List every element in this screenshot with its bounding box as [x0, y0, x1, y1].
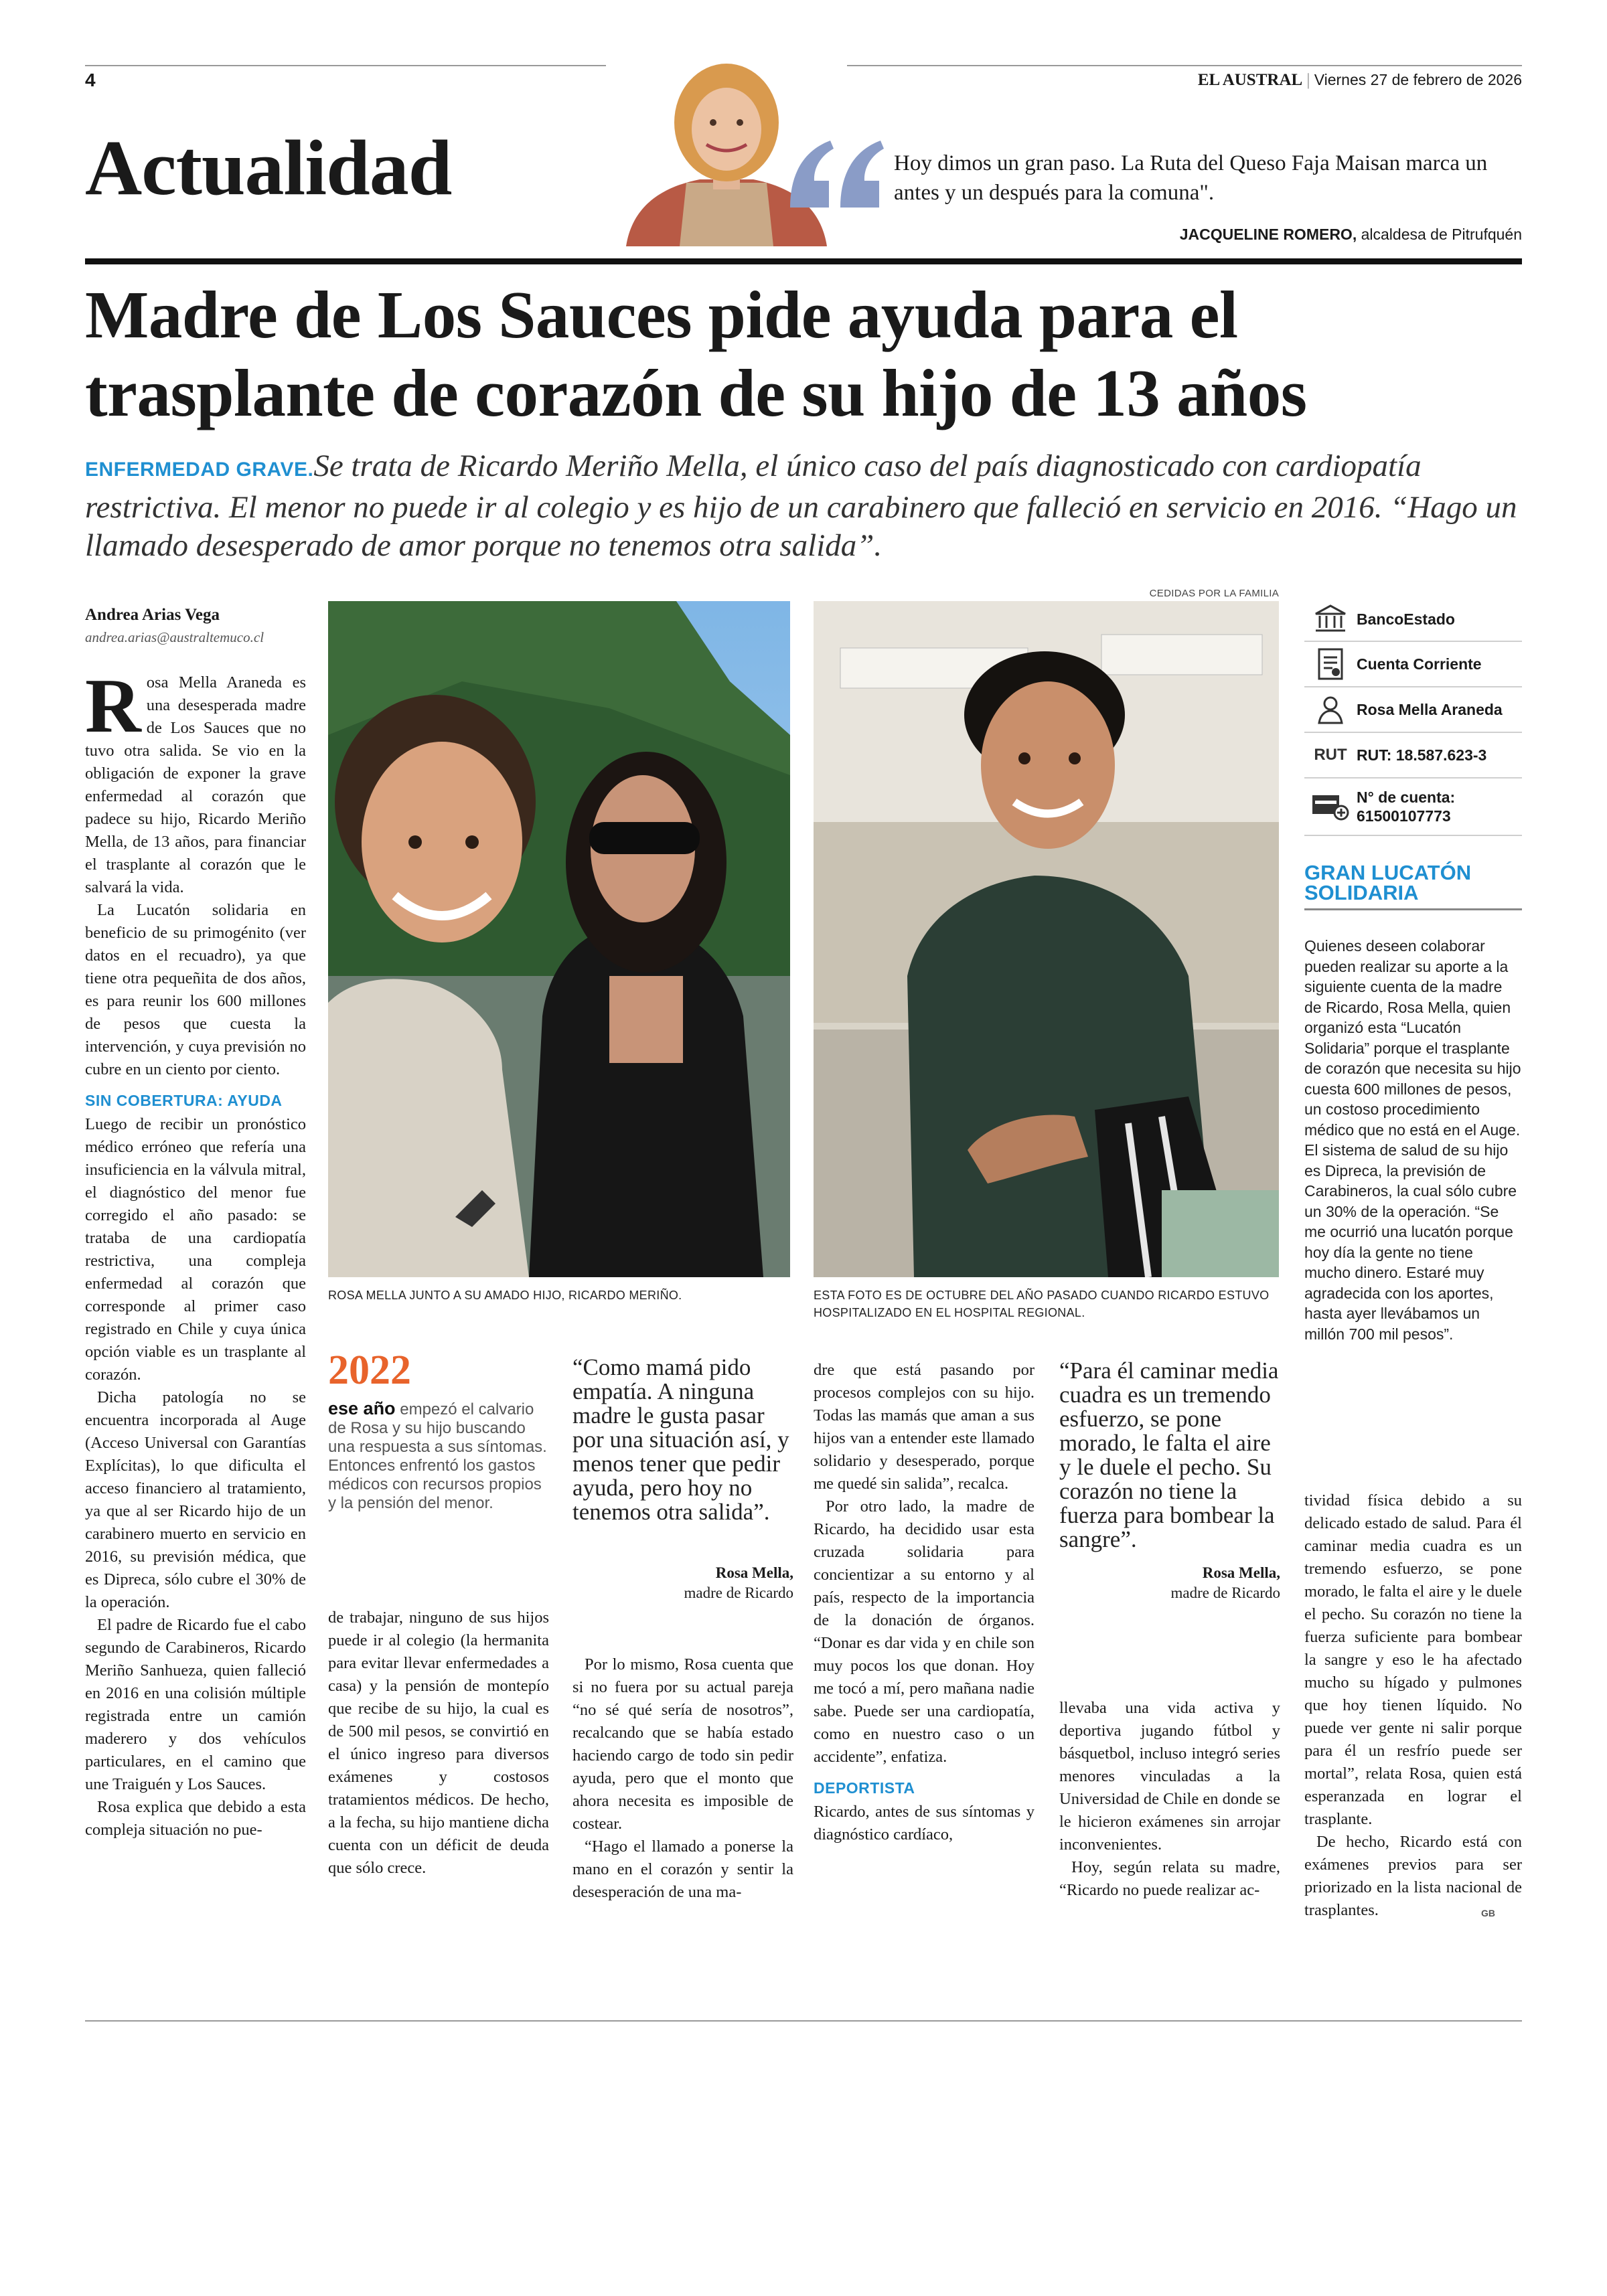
separator: |	[1306, 71, 1314, 89]
header-quote-attribution	[1180, 226, 1522, 244]
holder-row	[1304, 687, 1522, 733]
headline-line-2: trasplante de corazón de su hijo de 13 años	[85, 355, 1307, 430]
author-email: andrea.arias@australtemuco.cl	[85, 629, 264, 645]
col1-p6: Rosa explica que debido a esta compleja situación no pue-	[85, 1798, 306, 1839]
fact-text: empezó el calvario de Rosa y su hijo buscando una respuesta a sus síntomas. Entonces enfrentó los gastos médicos con recursos propios y la pensión del menor.	[328, 1400, 547, 1512]
quote1-author: Rosa Mella,	[715, 1564, 793, 1581]
lucaton-rule	[1304, 908, 1522, 910]
col4-p2: Por otro lado, la madre de Ricardo, ha decidido usar esta cruzada solidaria para concientizar a su entorno y al país, respecto de la importancia de la donación de órganos. “Donar es dar vida y en chile son muy pocos los que donan. Hoy me tocó a mí, pero mañana nadie sabe. Puede ser una cardiopatía, como en nuestro caso o un accidente”, enfatiza.	[814, 1497, 1035, 1766]
lucaton-title-line-1: GRAN LUCATÓN	[1304, 861, 1472, 884]
account-number-block	[1357, 788, 1455, 825]
col3-p1: Por lo mismo, Rosa cuenta que si no fuera por su actual pareja “no sé qué sería de nosotros”, recalcando que se había estado haciendo cargo de todo sin pedir ayuda, pero que el monto que ahora necesita es imposible de costear.	[572, 1655, 793, 1833]
account-type-row	[1304, 642, 1522, 687]
account-number-label: N° de cuenta:	[1357, 789, 1456, 806]
pull-quote-1: “Como mamá pido empatía. A ninguna madre le gusta pasar por una situación así, y menos tener que pedir ayuda, pero hoy no tenemos otra salida”.	[572, 1354, 789, 1525]
col1-p4: Dicha patología no se encuentra incorporada al Auge (Acceso Universal con Garantías Explícitas), lo que dificulta el acceso financiero al tratamiento, ya que al ser Ricardo hijo de un carabinero muerto en servicio en 2016, su previsión médica, que es Dipreca, sólo cubre el 30% de la operación.	[85, 1388, 306, 1611]
col1-p5: El padre de Ricardo fue el cabo segundo de Carabineros, Ricardo Meriño Sanhueza, quien falleció en 2016 en una colisión múltiple registrada entre un camión maderero y dos vehículos particulares, en el camino que une Traiguén y Los Sauces.	[85, 1616, 306, 1793]
account-holder: Rosa Mella Araneda	[1357, 701, 1503, 718]
lucaton-title-line-2: SOLIDARIA	[1304, 881, 1419, 904]
headline-line-1: Madre de Los Sauces pide ayuda para el	[85, 277, 1238, 352]
lucaton-text: Quienes deseen colaborar pueden realizar su aporte a la siguiente cuenta de la madre de Ricardo, Rosa Mella, quien organizó esta “Lucatón Solidaria” porque el trasplante de corazón que necesita su hijo cuesta 600 millones de pesos, un costoso procedimiento médico que no está en el Auge. El sistema de salud de su hijo es Dipreca, la previsión de Carabineros, la cual sólo cubre un 30% de la operación. “Se me ocurrió una lucatón porque hoy día la gente no tiene mucho dinero. Estaré muy agradecida con los aportes, hasta ayer llevábamos un millón 700 mil pesos”.	[1304, 937, 1521, 1343]
caption-photo-1: ROSA MELLA JUNTO A SU AMADO HIJO, RICARDO MERIÑO.	[328, 1289, 682, 1302]
column-5	[1059, 1697, 1280, 1902]
rut-row	[1304, 733, 1522, 778]
headline	[85, 276, 1558, 432]
section-title: Actualidad	[85, 124, 452, 212]
quote2-author: Rosa Mella,	[1202, 1564, 1280, 1581]
rut-number: RUT: 18.587.623-3	[1357, 746, 1487, 764]
kicker: ENFERMEDAD GRAVE.	[85, 459, 314, 481]
pull-quote-1-attribution	[572, 1563, 793, 1603]
bank-row	[1304, 598, 1522, 642]
bottom-rule	[85, 2020, 1522, 2022]
quote-author-role: alcaldesa de Pitrufquén	[1361, 226, 1522, 243]
lucaton-title	[1304, 863, 1522, 903]
bank-name: BancoEstado	[1357, 610, 1455, 628]
photo-hospital	[814, 601, 1279, 1277]
col1-p1: osa Mella Araneda es una desesperada madre de Los Sauces que no tuvo otra salida. Se vio en la obligación de exponer la grave enfermedad al corazón que padece su hijo, Ricardo Meriño Mella, de 13 años, para financiar el trasplante al corazón que le salvará la vida.	[85, 673, 306, 896]
byline: Andrea Arias Vega	[85, 606, 220, 624]
deck-text: Se trata de Ricardo Meriño Mella, el único caso del país diagnosticado con cardiopatía restrictiva. El menor no puede ir al colegio y es hijo de un carabinero que falleció en servicio en 2016. “Hago un llamado desesperado de amor porque no tenemos otra salida”.	[85, 448, 1517, 563]
col4-p1: dre que está pasando por procesos complejos con su hijo. Todas las mamás que aman a sus hijos van a entender este llamado solidario y desesperado, porque me quedé sin salida”, recalca.	[814, 1361, 1035, 1493]
subhead-sin-cobertura: SIN COBERTURA: AYUDA	[85, 1092, 283, 1109]
col4-p3: Ricardo, antes de sus síntomas y diagnóstico cardíaco,	[814, 1803, 1035, 1843]
issue-date: Viernes 27 de febrero de 2026	[1314, 71, 1522, 88]
account-number-row	[1304, 778, 1522, 836]
column-2	[328, 1607, 549, 1880]
deck	[85, 447, 1531, 565]
fact-year: 2022	[328, 1347, 411, 1393]
bank-info-box	[1304, 598, 1522, 1344]
quote-mark-icon	[783, 134, 891, 214]
col3-p2: “Hago el llamado a ponerse la mano en el corazón y sentir la desesperación de una ma-	[572, 1837, 793, 1901]
col1-p2: La Lucatón solidaria en beneficio de su primogénito (ver datos en el recuadro), ya que tiene otra pequeñita de dos años, es para reunir los 600 millones de pesos que cuesta la intervención, y cuya previsión no cubre en un ciento por ciento.	[85, 901, 306, 1078]
photo-mother-son	[328, 601, 790, 1277]
col6-p2: De hecho, Ricardo está con exámenes previos para ser priorizado en la lista nacional de trasplantes.	[1304, 1833, 1522, 1919]
rut-icon	[1304, 746, 1357, 764]
header-quote: Hoy dimos un gran paso. La Ruta del Queso Faja Maisan marca un antes y un después para la comuna".	[894, 151, 1488, 205]
end-mark: GB	[1481, 1908, 1495, 1918]
quote-author: JACQUELINE ROMERO,	[1179, 226, 1357, 243]
pull-quote-2-attribution	[1059, 1563, 1280, 1603]
column-1	[85, 663, 306, 1841]
quote1-role: madre de Ricardo	[684, 1584, 793, 1601]
dropcap: R	[85, 663, 141, 749]
col6-p1: tividad física debido a su delicado estado de salud. Para él caminar media cuadra es un tremendo esfuerzo, se pone morado, le falta el aire y le duele el pecho. Su corazón no tiene la fuerza suficiente para bombear la sangre y eso le ha afectado mucho su hígado y pulmones que hoy tienen líquido. No puede ver gente ni salir porque para él un resfrío puede ser mortal”, relata Rosa, quien está esperanzada en lograr el trasplante.	[1304, 1491, 1522, 1828]
account-type: Cuenta Corriente	[1357, 655, 1482, 673]
column-3	[572, 1653, 793, 1904]
column-6	[1304, 1489, 1522, 1924]
person-icon	[1304, 694, 1357, 725]
masthead: EL AUSTRAL	[1197, 71, 1303, 89]
caption-photo-2: ESTA FOTO ES DE OCTUBRE DEL AÑO PASADO CUANDO RICARDO ESTUVO HOSPITALIZADO EN EL HOSPITAL REGIONAL.	[814, 1289, 1270, 1319]
col5-p1: llevaba una vida activa y deportiva jugando fútbol y básquetbol, incluso integró series menores vinculadas a la Universidad de Chile en donde se le hicieron exámenes sin arrojar inconvenientes.	[1059, 1699, 1280, 1854]
column-4	[814, 1359, 1035, 1846]
fact-box	[328, 1399, 549, 1513]
quote2-role: madre de Ricardo	[1170, 1584, 1280, 1601]
col1-p3: Luego de recibir un pronóstico médico erróneo que refería una insuficiencia en la válvula mitral, el diagnóstico del menor fue corregido el año pasado: se trataba de una cardiopatía restrictiva, una compleja enfermedad al corazón que corresponde al primer caso registrado en Chile y cuya única opción viable es un trasplante al corazón.	[85, 1115, 306, 1384]
page-number: 4	[85, 70, 96, 90]
pull-quote-2: “Para él caminar media cuadra es un tremendo esfuerzo, se pone morado, le falta el aire y le duele el pecho. Su corazón no tiene la fuerza para bombear la sangre”.	[1059, 1358, 1279, 1552]
header-rule	[85, 258, 1522, 264]
account-number: 61500107773	[1357, 807, 1451, 825]
fact-lead: ese año	[328, 1398, 396, 1418]
masthead-date	[1198, 71, 1522, 90]
col2-text: de trabajar, ninguno de sus hijos puede ir al colegio (la hermanita para evitar llevar enfermedades a casa) y la pensión de montepío que recibe de su hijo, la cual es de 500 mil pesos, se convirtió en el único ingreso para diversos exámenes y costosos tratamientos médicos. De hecho, a la fecha, su hijo mantiene dicha cuenta con un déficit de deuda que sólo crece.	[328, 1609, 549, 1877]
check-document-icon	[1304, 647, 1357, 681]
photo-credit: CEDIDAS POR LA FAMILIA	[1149, 588, 1279, 599]
col5-p2: Hoy, según relata su madre, “Ricardo no puede realizar ac-	[1059, 1858, 1280, 1899]
bank-icon	[1304, 604, 1357, 635]
subhead-deportista: DEPORTISTA	[814, 1779, 915, 1797]
rut-icon-label: RUT	[1314, 746, 1347, 764]
card-add-icon	[1304, 791, 1357, 822]
